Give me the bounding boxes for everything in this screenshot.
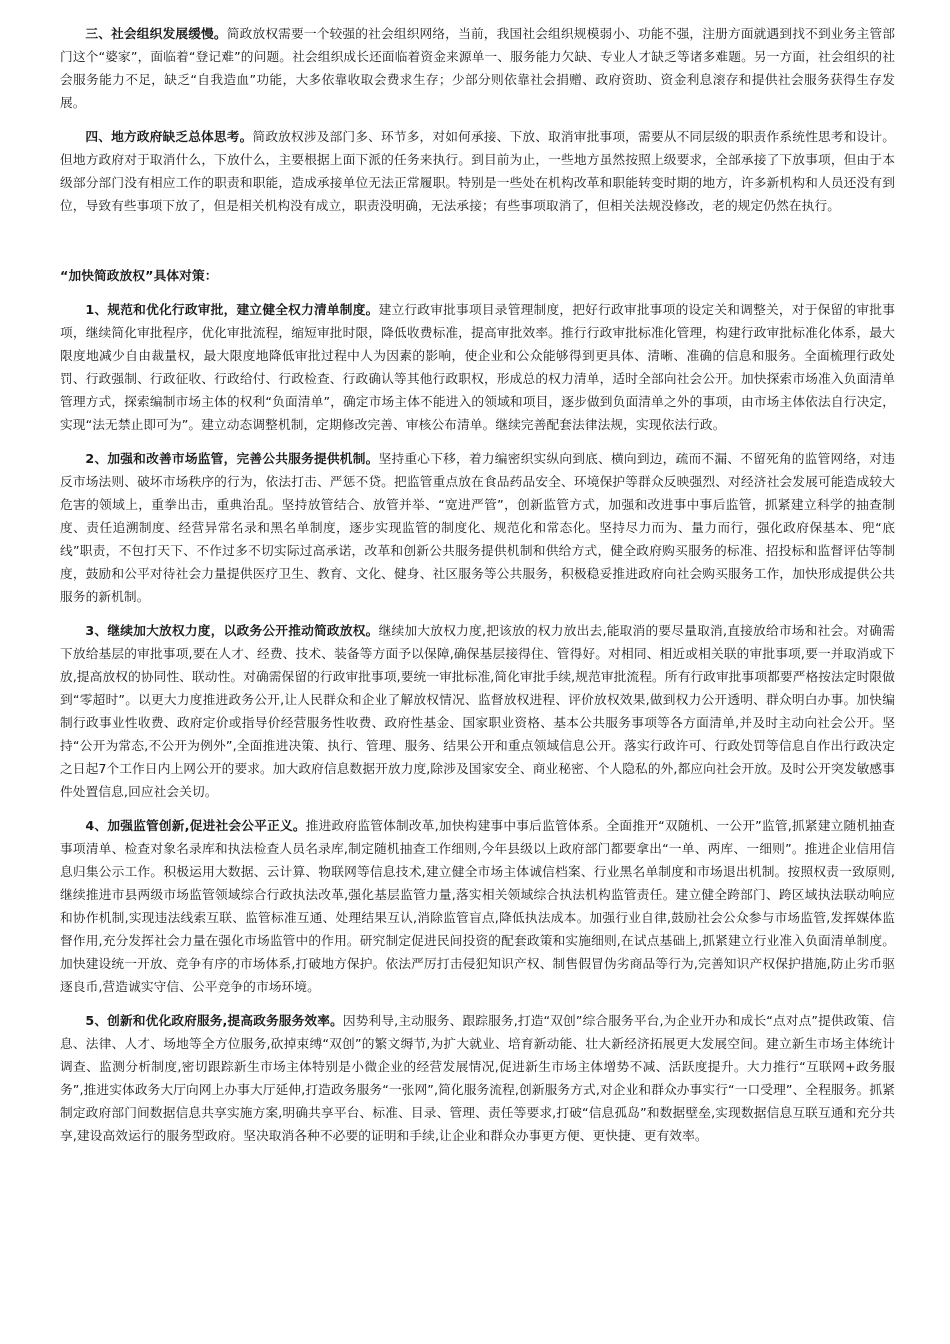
countermeasure-paragraph-2 xyxy=(60,447,895,608)
document-page xyxy=(60,22,895,1158)
countermeasure-heading-3: 3、继续加大放权力度，以政务公开推动简政放权。 xyxy=(85,623,379,638)
countermeasure-body-4: 推进政府监管体制改革,加快构建事中事后监管体系。全面推开“双随机、一公开”监管,抓紧建立随机抽查事项清单、检查对象名录库和执法检查人员名录库,制定随机抽查工作细则,今年县级以上政府部门都要拿出“一单、两库、一细则”。推进企业信用信息归集公示工作。积极运用大数据、云计算、物联网等信息技术,建立健全市场主体诚信档案、行业黑名单制度和市场退出机制。按照权责一致原则,继续推进市县两级市场监管领域综合行政执法改革,强化基层监管力量,落实相关领域综合执法机构监管责任。建立健全跨部门、跨区域执法联动响应和协作机制,实现违法线索互联、监管标准互通、处理结果互认,消除监管盲点,降低执法成本。加强行业自律,鼓励社会公众参与市场监管,发挥媒体监督作用,充分发挥社会力量在强化市场监管中的作用。研究制定促进民间投资的配套政策和实施细则,在试点基础上,抓紧建立行业准入负面清单制度。加快建设统一开放、竞争有序的市场体系,打破地方保护。依法严厉打击侵犯知识产权、制售假冒伪劣商品等行为,完善知识产权保护措施,防止劣币驱逐良币,营造诚实守信、公平竞争的市场环境。 xyxy=(60,818,895,994)
countermeasure-paragraph-1 xyxy=(60,298,895,436)
problem-paragraph-4 xyxy=(60,125,895,217)
countermeasures-heading: “加快简政放权”具体对策： xyxy=(60,268,218,283)
countermeasure-heading-2: 2、加强和改善市场监管，完善公共服务提供机制。 xyxy=(85,451,379,466)
countermeasure-heading-1: 1、规范和优化行政审批，建立健全权力清单制度。 xyxy=(85,302,379,317)
problem-body-4: 简政放权涉及部门多、环节多，对如何承接、下放、取消审批事项，需要从不同层级的职责作系统性思考和设计。但地方政府对于取消什么，下放什么，主要根据上面下派的任务来执行。到目前为止，一些地方虽然按照上级要求，全部承接了下放事项，但由于本级部分部门没有相应工作的职责和职能，造成承接单位无法正常履职。特别是一些处在机构改革和职能转变时期的地方，许多新机构和人员还没有到位，导致有些事项下放了，但是相关机构没有成立，职责没明确，无法承接；有些事项取消了，但相关法规没修改，老的规定仍然在执行。 xyxy=(60,129,895,213)
countermeasure-body-3: 继续加大放权力度,把该放的权力放出去,能取消的要尽量取消,直接放给市场和社会。对确需下放给基层的审批事项,要在人才、经费、技术、装备等方面予以保障,确保基层接得住、管得好。对相同、相近或相关联的审批事项,要一并取消或下放,提高放权的协同性、联动性。对确需保留的行政审批事项,要统一审批标准,简化审批手续,规范审批流程。所有行政审批事项都要严格按法定时限做到“零超时”。以更大力度推进政务公开,让人民群众和企业了解放权情况、监督放权进程、评价放权效果,做到权力公开透明、群众明白办事。加快编制行政事业性收费、政府定价或指导价经营服务性收费、政府性基金、国家职业资格、基本公共服务事项等各方面清单,并及时主动向社会公开。坚持“公开为常态,不公开为例外”,全面推进决策、执行、管理、服务、结果公开和重点领域信息公开。落实行政许可、行政处罚等信息自作出行政决定之日起7个工作日内上网公开的要求。加大政府信息数据开放力度,除涉及国家安全、商业秘密、个人隐私的外,都应向社会开放。及时公开突发敏感事件处置信息,回应社会关切。 xyxy=(60,623,895,799)
countermeasure-body-5: 因势利导,主动服务、跟踪服务,打造“双创”综合服务平台,为企业开办和成长“点对点”提供政策、信息、法律、人才、场地等全方位服务,砍掉束缚“双创”的繁文缛节,为扩大就业、培育新动能、壮大新经济拓展更大发展空间。建立新生市场主体统计调查、监测分析制度,密切跟踪新生市场主体特别是小微企业的经营发展情况,促进新生市场主体增势不减、活跃度提升。大力推行“互联网+政务服务”,推进实体政务大厅向网上办事大厅延伸,打造政务服务“一张网”,简化服务流程,创新服务方式,对企业和群众办事实行“一口受理”、全程服务。抓紧制定政府部门间数据信息共享实施方案,明确共享平台、标准、目录、管理、责任等要求,打破“信息孤岛”和数据壁垒,实现数据信息互联互通和充分共享,建设高效运行的服务型政府。坚决取消各种不必要的证明和手续,让企业和群众办事更方便、更快捷、更有效率。 xyxy=(60,1013,895,1143)
countermeasure-paragraph-5 xyxy=(60,1009,895,1147)
countermeasure-body-1: 建立行政审批事项目录管理制度，把好行政审批事项的设定关和调整关，对于保留的审批事项，继续简化审批程序，优化审批流程，缩短审批时限，降低收费标准，提高审批效率。推行行政审批标准化管理，构建行政审批标准化体系，最大限度地减少自由裁量权，最大限度地降低审批过程中人为因素的影响，使企业和公众能够得到更具体、清晰、准确的信息和服务。全面梳理行政处罚、行政强制、行政征收、行政给付、行政检查、行政确认等其他行政职权，形成总的权力清单，适时全部向社会公开。加快探索市场准入负面清单管理方式，探索编制市场主体的权利“负面清单”，确定市场主体不能进入的领域和项目，逐步做到负面清单之外的事项，由市场主体依法自行决定，实现“法无禁止即可为”。建立动态调整机制，定期修改完善、审核公布清单。继续完善配套法律法规，实现依法行政。 xyxy=(60,302,895,432)
countermeasure-body-2: 坚持重心下移，着力编密织实纵向到底、横向到边，疏而不漏、不留死角的监管网络，对违反市场法则、破坏市场秩序的行为，依法打击、严惩不贷。把监管重点放在食品药品安全、环境保护等群众反映强烈、对经济社会发展可能造成较大危害的领域上，重拳出击，重典治乱。坚持放管结合、放管并举、“宽进严管”，创新监管方式，加强和改进事中事后监管，抓紧建立科学的抽查制度、责任追溯制度、经营异常名录和黑名单制度，逐步实现监管的制度化、规范化和常态化。坚持尽力而为、量力而行，强化政府保基本、兜“底线”职责，不包打天下、不作过多不切实际过高承诺，改革和创新公共服务提供机制和供给方式，健全政府购买服务的标准、招投标和监督评估等制度，鼓励和公平对待社会力量提供医疗卫生、教育、文化、健身、社区服务等公共服务，积极稳妥推进政府向社会购买服务工作，加快形成提供公共服务的新机制。 xyxy=(60,451,895,604)
section-spacer xyxy=(60,228,895,264)
countermeasure-paragraph-4 xyxy=(60,814,895,998)
countermeasure-heading-5: 5、创新和优化政府服务,提高政务服务效率。 xyxy=(85,1013,343,1028)
countermeasure-paragraph-3 xyxy=(60,619,895,803)
countermeasure-heading-4: 4、加强监管创新,促进社会公平正义。 xyxy=(85,818,306,833)
problem-heading-3: 三、社会组织发展缓慢。 xyxy=(85,26,227,41)
problem-heading-4: 四、地方政府缺乏总体思考。 xyxy=(85,129,253,144)
problem-paragraph-3 xyxy=(60,22,895,114)
problem-body-3: 简政放权需要一个较强的社会组织网络，当前，我国社会组织规模弱小、功能不强，注册方面就遇到找不到业务主管部门这个“婆家”，面临着“登记难”的问题。社会组织成长还面临着资金来源单一、服务能力欠缺、专业人才缺乏等诸多难题。另一方面，社会组织的社会服务能力不足，缺乏“自我造血”功能，大多依靠收取会费求生存；少部分则依靠社会捐赠、政府资助、资金利息滚存和提供社会服务获得生存发展。 xyxy=(60,26,895,110)
